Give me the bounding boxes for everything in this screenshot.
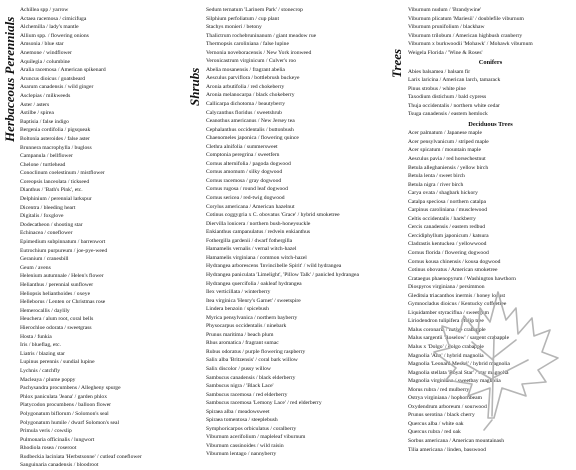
plant-list-item: Chaenomeles japonica / flowering quince [206,135,299,142]
plant-list-item: Carya ovata / shagbark hickory [408,190,478,197]
plant-list-item: Morus rubra / red mulberry [408,386,470,393]
plant-list-item: Physocarpus occidentalis / ninebark [206,323,287,330]
plant-list-item: Calycanthus floridus / sweetshrub [206,109,282,116]
plant-list-item: Magnolia 'Ann' / hybrid magnolia [408,352,484,359]
plant-list-item: Heuchera / alum root, coral bells [20,316,94,323]
plant-list-item: Geum / avens [20,264,51,271]
plant-list-item: Taxodium distichum / bald cypress [408,94,487,101]
plant-list-item: Quercus rubra / red oak [408,429,461,436]
plant-list-item: Oxydendrum arboreum / sourwood [408,403,487,410]
plant-list-item: Cornus kousa chinensis / kousa dogwood [408,258,501,265]
plant-list-item: Phlox paniculata 'Jeana' / garden phlox [20,393,107,400]
plant-list-item: Lychnis / catchfly [20,367,61,374]
plant-list-item: Baptisia / false indigo [20,118,69,125]
plant-list-item: Rhus aromatica / fragrant sumac [206,340,279,347]
plant-list-item: Abelia mosanensis / fragrant abelia [206,66,285,73]
plant-list-item: Aster / asters [20,101,50,108]
plant-list-item: Pachysandra procumbens / Allegheny spurge [20,385,121,392]
plant-list-item: Magnolia 'Leonard Messel' / hybrid magnolia [408,361,510,368]
plant-list-item: Sambucus canadensis / black elderberry [206,374,296,381]
plant-list-item: Aralia racemosa / American spikenard [20,67,106,74]
plant-list-item: Weigela Florida / 'Wine & Roses' [408,49,483,56]
plant-list-item: Cornus amomum / silky dogwood [206,169,283,176]
plant-list-item: Acer spicatum / mountain maple [408,147,482,154]
plant-list-item: Aruncus dioicus / goatsbeard [20,75,86,82]
plant-list-item: Clethra alnifolia / summersweet [206,143,278,150]
plant-list-item: Gymnocladus dioicus / Kentucky coffeetree [408,301,507,308]
plant-list-item: Boltonia asteroides / false aster [20,135,90,142]
plant-list-item: Prunus maritima / beach plum [206,331,274,338]
plant-list-item: Hierochloe odorata / sweetgrass [20,324,92,331]
plant-list-item: Malus sargentii 'Roselow' / sargent crabapple [408,335,510,342]
plant-list-item: Allium spp. / flowering onions [20,32,89,39]
perennials-column [20,6,180,470]
plant-list-item: Ostrya virginiana / hophornbeam [408,395,482,402]
plant-list-item: Cercis canadensis / eastern redbud [408,224,486,231]
plant-list-item: Comptonia peregrina / sweetfern [206,152,280,159]
plant-list-item: Betula alleghaniensis / yellow birch [408,164,489,171]
plant-list-item: Epimedium subpinnatum / barrenwort [20,239,106,246]
plant-list-item: Betula lenta / sweet birch [408,173,465,180]
plant-list-item: Thermopsis caroliniana / false lupine [206,41,289,48]
plant-list-item: Crataegus phaenopyrum / Washington hawthorn [408,275,516,282]
plant-list-item: Catalpa speciosa / northern catalpa [408,198,486,205]
plant-list-item: Liquidamber styraciflua / sweetgum [408,309,489,316]
plant-list-item: Helleborus / Lenten or Christmas rose [20,299,106,306]
section-label-shrubs: Shrubs [187,67,202,106]
plant-list-item: Vernonia noveboracensis / New York ironweed [206,49,312,56]
plant-list-item: Hydrangea arborescens 'Invincibelle Spirit' / wild hydrangea [206,263,342,270]
plant-list-item: Rubus odoratus / purple flowering raspberry [206,348,306,355]
plant-list-item: Brunnera macrophylla / bugloss [20,144,92,151]
plant-list-item: Cornus florida / flowering dogwood [408,250,489,256]
plant-list-item: Sambucus nigra / 'Black Lace' [206,383,274,390]
section-label-perennials: Herbaceous Perennials [2,16,17,142]
plant-list-item: Bergenia cordifolia / pigsqueak [20,127,91,134]
plant-list-item: Itea virginica 'Henry's Garnet' / sweetspire [206,297,301,304]
plant-list-item: Betula nigra / river birch [408,181,464,188]
plant-list-item: Actaea racemosa / cimicifuga [20,15,87,22]
plant-list-item: Delphinium / perennial larkspur [20,196,92,203]
plant-list-item: Hydrangea paniculata 'Limelight', 'Pillow Talk' / panicled hydrangea [206,271,359,278]
plant-list-item: Corylus americana / American hazelnut [206,203,295,210]
plant-list-item: Conoclinum coelestinum / mistflower [20,170,105,177]
plant-list-item: Aquilegia / columbine [20,58,71,65]
plant-list-item: Cornus racemosa / gray dogwood [206,177,282,184]
plant-list-item: Pulmonaria officinalis / lungwort [20,436,95,443]
plant-list-item: Veronicastrum virginicum / Culver's roo [206,58,297,65]
plant-list-item: Cercidiphyllum japonicum / katsura [408,232,489,239]
plant-list-item: Magnolia stellata 'Royal Star' / star magnolia [408,369,509,376]
plant-list-item: Rudbeckia laciniata 'Herbstsonne' / cutleaf coneflower [20,453,142,460]
plant-list-item: Polygonatum biflorum / Solomon's seal [20,410,109,417]
plant-list-item: Cladrastis kentuckea / yellowwood [408,241,487,248]
plant-list-item: Malus coronaria / native crabapple [408,326,486,333]
plant-list-item: Malus x 'Dolgo' / dolgo crabapple [408,344,484,351]
plant-list-item: Spiraea alba / meadowsweet [206,408,270,415]
plant-list-item: Dicentra / bleeding heart [20,204,76,211]
plant-list-item: Viburnum plicatum 'Mariesii' / doublefile viburnum [408,15,524,22]
plant-list-item: Polygonatum humile / dwarf Solomon's seal [20,419,120,426]
plant-list-item: Sambucus racemosa / red elderberry [206,391,288,398]
plant-list-item: Campanula / bellflower [20,153,73,160]
plant-list-item: Stachys monieri / betony [206,24,262,31]
plant-list-item: Sanguinaria canadensis / bloodroot [20,462,99,469]
plant-list-item: Geranium / cranesbill [20,256,69,263]
plant-list-item: Ilex verticillata / winterberry [206,289,271,296]
plant-list-item: Aesculus pavia / red horsechestnut [408,155,486,162]
plant-list-item: Ceanothus americanus / New Jersey tea [206,118,295,125]
plant-list-item: Achillea spp / yarrow [20,7,69,13]
plant-list-item: Magnolia virginiana / sweetbay magnolia [408,378,501,385]
plant-list [206,6,376,459]
plant-list-item: Primula veris / cowslip [20,428,72,435]
plant-list-item: Hemerocallis / daylily [20,307,70,314]
plant-list-item: Platycodon procumbens / balloon flower [20,402,112,409]
section-heading-conifers: Conifers [478,59,503,67]
plant-list-item: Viburnum nudum / 'Brandywine' [408,7,482,13]
plant-list-item: Liatris / blazing star [20,350,65,357]
plant-list-item: Anemone / windflower [20,49,72,56]
plant-list-item: Astilbe / spirea [20,110,54,117]
plant-list-item: Cornus alternifolia / pagoda dogwood [206,160,291,167]
plant-list-item: Aronia arbutifolia / red chokeberry [206,83,285,90]
plant-list-item: Hydrangea quercifolia / oakleaf hydrangea [206,280,302,287]
plant-list-item: Macleaya / plume poppy [20,376,76,383]
plant-list-item: Aronia melanocarpa / black chokeberry [206,92,295,99]
plant-list-item: Viburnum prunifolium / blackhaw [408,24,485,31]
plant-list-item: Acer palmatum / Japanese maple [408,130,482,137]
plant-list-item: Diervilla lonicera / northern bush-honeysuckle [206,220,311,227]
plant-list-item: Callicarpa dichotoma / beautyberry [206,101,286,108]
plant-list-item: Diospyros virginiana / persimmon [408,284,485,291]
plant-list-item: Sorbus americana / American mountainash [408,438,504,445]
plant-list-item: Viburnum acerifolium / mapleleaf viburnum [206,434,306,441]
plant-list-item: Tilia americana / linden, basswood [408,446,486,453]
plant-list-item: Heliopsis helianthoides / oxeye [20,290,91,297]
plant-list [408,68,573,119]
plant-list-item: Lupinus perennis / sundial lupine [20,359,95,366]
plant-list-item: Prunus serotina / black cherry [408,412,475,419]
plant-list-item: Hamamelis vernalis / vernal witch-hazel [206,246,297,253]
plant-list-item: Dianthus / 'Bath's Pink', etc. [20,187,83,194]
plant-list-item: Cotinus obovatus / American smoketree [408,267,498,274]
plant-list-item: Rhodiola rosea / roseroot [20,445,77,452]
plant-list-item: Celtis occidentalis / hackberry [408,215,476,222]
plant-list-item: Tsuga canadensis / eastern hemlock [408,111,488,118]
plant-list-item: Viburnum trilobum / American highbush cranberry [408,32,523,39]
plant-list-item: Cornus sericea / red-twig dogwood [206,195,285,202]
plant-list-item: Dodecatheon / shooting star [20,221,83,228]
plant-list-item: Quercus alba / white oak [408,420,464,427]
plant-list-item: Alchemilla / lady's mantle [20,24,79,31]
plant-list [20,6,180,470]
plant-list-item: Lindera benzoin / spicebush [206,306,269,313]
plant-list [408,6,573,57]
section-heading-deciduous-trees: Deciduous Trees [468,120,513,128]
plant-list-item: Thalictrum rochebruninanum / giant meadow rue [206,32,317,39]
plant-list-item: Helianthus / perennial sunflower [20,282,94,288]
plant-list-item: Viburnum lentago / nannyberry [206,451,277,458]
plant-list-item: Sambucus racemosa 'Lemony Lace' / red elderberry [206,400,322,407]
plant-list-item: Larix laricina / American larch, tamarack [408,77,501,84]
plant-list-item: Gleditsia triacanthos inermis / honey locust [408,292,506,299]
plant-list-item: Salix discolor / pussy willow [206,365,271,372]
plant-list-item: Viburnum cassinoides / wild raisin [206,442,284,449]
plant-list-item: Salix alba 'Britzensis' / coral bark willow [206,357,298,364]
plant-list-item: Myrica pensylvanica / northern bayberry [206,314,298,321]
plant-list-item: Asclepias / milkweeds [20,92,71,99]
plant-list-item: Symphoricarpos orbiculatus / coralberry [206,425,297,432]
plant-list-item: Coreopsis lanceolata / tickseed [20,178,90,185]
plant-list-item: Liriodendron tulipifera / tulip tree [408,318,484,325]
plant-list-item: Amsonia / blue star [20,41,64,48]
plant-list-item: Enkianthus campanulatus / redvein enkianthus [206,229,311,236]
plant-list-item: Hamamelis virginiana / common witch-hazel [206,254,307,261]
plant-list-item: Aesculus parviflora / bottlebrush buckeye [206,75,300,82]
plant-list-item: Asarum canadensis / wild ginger [20,84,94,91]
plant-list-item: Helenium autumnale / Helen's flower [20,273,104,280]
plant-list-item: Echinacea / coneflower [20,230,73,237]
plant-list-item: Sedum ternatum 'Larinem Park' / stonecrop [206,7,303,13]
plant-list-item: Cotinus coggygria x C. obovatus 'Grace' / hybrid smoketree [206,212,340,219]
plant-list-item: Carpinus caroliniana / musclewood [408,207,488,214]
plant-list-item: Iris / blueflag, etc. [20,342,61,349]
plant-list-item: Acer pensylvanicum / striped maple [408,138,489,145]
section-label-trees: Trees [389,48,404,78]
plant-list-item: Cephalanthus occidentalis / buttonbush [206,126,294,133]
plant-list-item: Pinus strobus / white pine [408,85,466,92]
plant-list-item: Digitalis / foxglove [20,213,64,220]
plant-list-item: Viburnum x burkwoodii 'Mohawk' / Mohawk viburnum [408,41,533,48]
plant-list-item: Thuja occidentalis / northern white cedar [408,102,500,109]
plant-list-item: Hosta / funkia [20,333,52,340]
plant-list-item: Chelone / turtlehead [20,161,66,168]
plant-list-item: Fothergilla gardenii / dwarf fothergilla [206,237,293,244]
plant-list-item: Eutrochium purpureum / joe-pye-weed [20,247,108,254]
shrubs-column [206,6,376,459]
maple-leaf-icon [398,268,574,432]
plant-list-item: Silphium perfoliatum / cup plant [206,15,280,22]
plant-list-item: Cornus rugosa / round leaf dogwood [206,186,288,193]
plant-list-item: Abies balsamea / balsam fir [408,68,471,75]
plant-list-item: Spiraea tomentosa / steeplebush [206,417,278,424]
